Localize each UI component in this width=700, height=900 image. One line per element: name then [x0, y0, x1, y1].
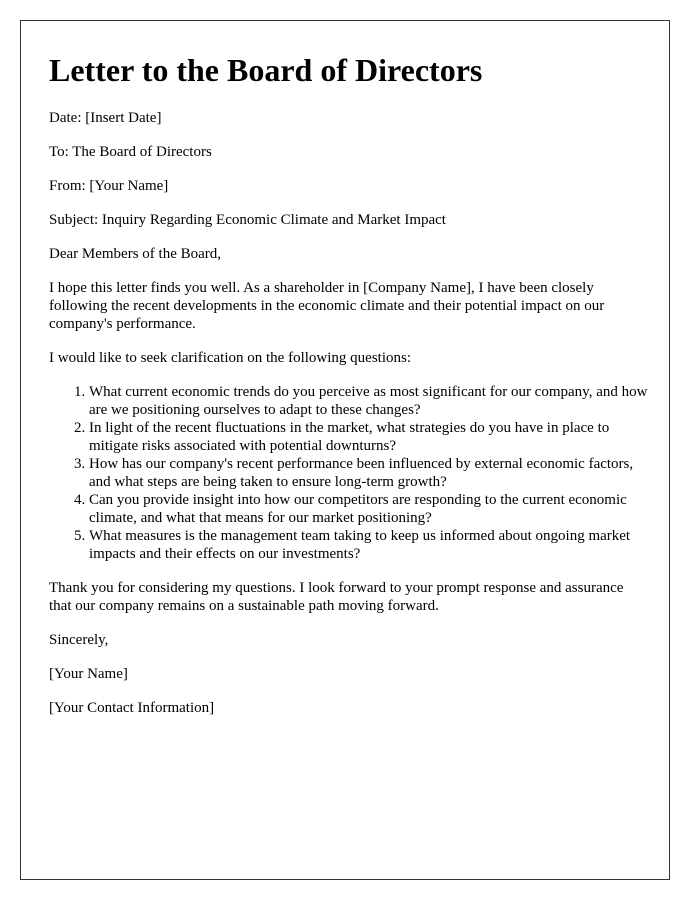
- to-line: To: The Board of Directors: [49, 144, 212, 161]
- question-item: 4. Can you provide insight into how our competitors are responding to the current economic climate, and what that means for our market positioning?: [89, 491, 649, 527]
- question-item: 1. What current economic trends do you perceive as most significant for our company, and how are we positioning ourselves to adapt to these changes?: [89, 383, 649, 419]
- sign-off: Sincerely,: [49, 632, 109, 649]
- signature-name: [Your Name]: [49, 666, 128, 683]
- contact-info: [Your Contact Information]: [49, 700, 215, 717]
- from-line: From: [Your Name]: [49, 178, 169, 195]
- question-item: 5. What measures is the management team taking to keep us informed about ongoing market impacts and their effects on our investments?: [89, 527, 649, 563]
- letter-title: Letter to the Board of Directors: [49, 52, 483, 88]
- subject-line: Subject: Inquiry Regarding Economic Climate and Market Impact: [49, 212, 446, 229]
- date-line: Date: [Insert Date]: [49, 110, 162, 127]
- intro-paragraph: I hope this letter finds you well. As a shareholder in [Company Name], I have been closely following the recent developments in the economic climate and their potential impact on our company's performance.: [49, 280, 605, 333]
- closing-paragraph: Thank you for considering my questions. I look forward to your prompt response and assurance that our company remains on a sustainable path moving forward.: [49, 580, 624, 615]
- questions-intro: I would like to seek clarification on the following questions:: [49, 350, 412, 367]
- question-item: 2. In light of the recent fluctuations in the market, what strategies do you have in place to mitigate risks associated with potential downturns?: [89, 419, 649, 455]
- question-item: 3. How has our company's recent performance been influenced by external economic factors, and what steps are being taken to ensure long-term growth?: [89, 455, 649, 491]
- letter-page: [20, 20, 670, 880]
- questions-list: [49, 383, 649, 563]
- salutation: Dear Members of the Board,: [49, 246, 222, 263]
